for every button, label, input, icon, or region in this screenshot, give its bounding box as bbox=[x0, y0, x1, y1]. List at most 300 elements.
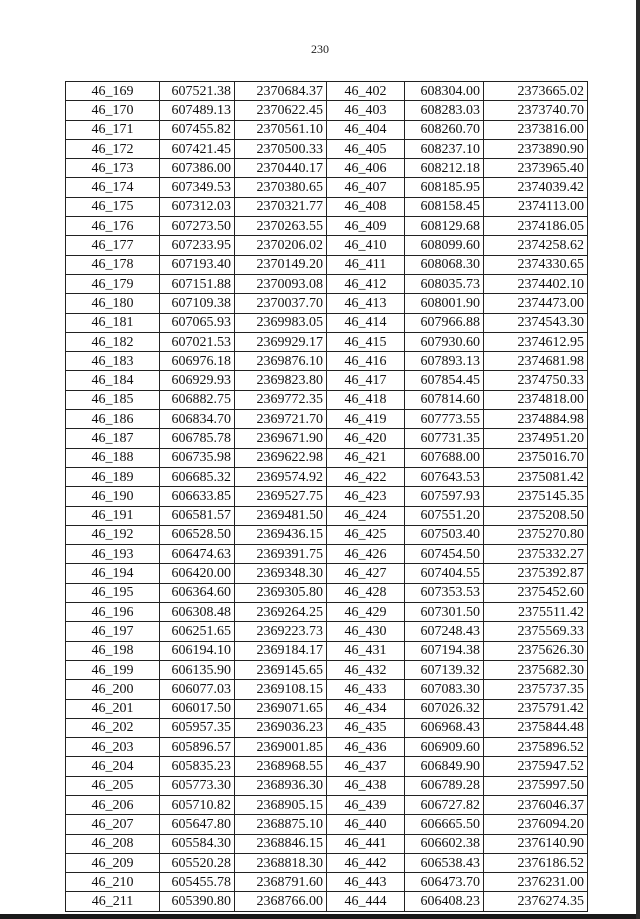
point-id-right: 46_421 bbox=[327, 448, 405, 467]
point-id-left: 46_178 bbox=[66, 255, 160, 274]
x-coordinate-left: 607151.88 bbox=[160, 274, 235, 293]
y-coordinate-right: 2374681.98 bbox=[484, 352, 588, 371]
y-coordinate-right: 2376046.37 bbox=[484, 795, 588, 814]
y-coordinate-right: 2375452.60 bbox=[484, 583, 588, 602]
x-coordinate-left: 605455.78 bbox=[160, 873, 235, 892]
point-id-left: 46_202 bbox=[66, 718, 160, 737]
table-row bbox=[66, 834, 588, 853]
table-row bbox=[66, 139, 588, 158]
y-coordinate-right: 2375145.35 bbox=[484, 487, 588, 506]
x-coordinate-left: 607065.93 bbox=[160, 313, 235, 332]
y-coordinate-left: 2369436.15 bbox=[235, 525, 327, 544]
table-row bbox=[66, 352, 588, 371]
table-row bbox=[66, 159, 588, 178]
x-coordinate-left: 606135.90 bbox=[160, 660, 235, 679]
y-coordinate-right: 2375511.42 bbox=[484, 603, 588, 622]
x-coordinate-left: 606474.63 bbox=[160, 545, 235, 564]
point-id-left: 46_172 bbox=[66, 139, 160, 158]
x-coordinate-right: 607026.32 bbox=[405, 699, 484, 718]
y-coordinate-left: 2370561.10 bbox=[235, 120, 327, 139]
y-coordinate-left: 2369145.65 bbox=[235, 660, 327, 679]
point-id-left: 46_198 bbox=[66, 641, 160, 660]
x-coordinate-left: 605835.23 bbox=[160, 757, 235, 776]
y-coordinate-left: 2370093.08 bbox=[235, 274, 327, 293]
point-id-left: 46_204 bbox=[66, 757, 160, 776]
point-id-left: 46_186 bbox=[66, 410, 160, 429]
x-coordinate-left: 607386.00 bbox=[160, 159, 235, 178]
y-coordinate-right: 2374402.10 bbox=[484, 274, 588, 293]
y-coordinate-left: 2369223.73 bbox=[235, 622, 327, 641]
table-row bbox=[66, 390, 588, 409]
point-id-left: 46_171 bbox=[66, 120, 160, 139]
y-coordinate-right: 2373816.00 bbox=[484, 120, 588, 139]
x-coordinate-left: 605520.28 bbox=[160, 853, 235, 872]
y-coordinate-left: 2369184.17 bbox=[235, 641, 327, 660]
x-coordinate-right: 606408.23 bbox=[405, 892, 484, 911]
point-id-left: 46_200 bbox=[66, 680, 160, 699]
point-id-right: 46_429 bbox=[327, 603, 405, 622]
y-coordinate-left: 2369823.80 bbox=[235, 371, 327, 390]
point-id-right: 46_433 bbox=[327, 680, 405, 699]
point-id-left: 46_194 bbox=[66, 564, 160, 583]
point-id-right: 46_431 bbox=[327, 641, 405, 660]
point-id-left: 46_184 bbox=[66, 371, 160, 390]
y-coordinate-left: 2369574.92 bbox=[235, 467, 327, 486]
y-coordinate-right: 2375569.33 bbox=[484, 622, 588, 641]
point-id-left: 46_180 bbox=[66, 294, 160, 313]
point-id-right: 46_408 bbox=[327, 197, 405, 216]
y-coordinate-left: 2369481.50 bbox=[235, 506, 327, 525]
table-row bbox=[66, 82, 588, 101]
x-coordinate-right: 607454.50 bbox=[405, 545, 484, 564]
point-id-left: 46_203 bbox=[66, 738, 160, 757]
x-coordinate-right: 607814.60 bbox=[405, 390, 484, 409]
point-id-right: 46_405 bbox=[327, 139, 405, 158]
y-coordinate-left: 2370321.77 bbox=[235, 197, 327, 216]
y-coordinate-right: 2374113.00 bbox=[484, 197, 588, 216]
y-coordinate-left: 2369305.80 bbox=[235, 583, 327, 602]
y-coordinate-right: 2375626.30 bbox=[484, 641, 588, 660]
point-id-left: 46_174 bbox=[66, 178, 160, 197]
point-id-right: 46_425 bbox=[327, 525, 405, 544]
y-coordinate-right: 2374750.33 bbox=[484, 371, 588, 390]
table-row bbox=[66, 101, 588, 120]
point-id-left: 46_177 bbox=[66, 236, 160, 255]
table-row bbox=[66, 467, 588, 486]
x-coordinate-right: 607353.53 bbox=[405, 583, 484, 602]
x-coordinate-left: 607021.53 bbox=[160, 332, 235, 351]
point-id-right: 46_428 bbox=[327, 583, 405, 602]
y-coordinate-left: 2369721.70 bbox=[235, 410, 327, 429]
y-coordinate-right: 2376186.52 bbox=[484, 853, 588, 872]
x-coordinate-left: 606633.85 bbox=[160, 487, 235, 506]
x-coordinate-right: 608212.18 bbox=[405, 159, 484, 178]
y-coordinate-right: 2374612.95 bbox=[484, 332, 588, 351]
point-id-left: 46_206 bbox=[66, 795, 160, 814]
y-coordinate-left: 2369071.65 bbox=[235, 699, 327, 718]
table-row bbox=[66, 429, 588, 448]
table-row bbox=[66, 699, 588, 718]
table-row bbox=[66, 680, 588, 699]
table-row bbox=[66, 313, 588, 332]
point-id-right: 46_440 bbox=[327, 815, 405, 834]
x-coordinate-left: 606308.48 bbox=[160, 603, 235, 622]
x-coordinate-right: 608001.90 bbox=[405, 294, 484, 313]
y-coordinate-right: 2375208.50 bbox=[484, 506, 588, 525]
y-coordinate-left: 2368766.00 bbox=[235, 892, 327, 911]
point-id-left: 46_205 bbox=[66, 776, 160, 795]
x-coordinate-right: 608237.10 bbox=[405, 139, 484, 158]
table-row bbox=[66, 255, 588, 274]
x-coordinate-right: 608035.73 bbox=[405, 274, 484, 293]
point-id-left: 46_187 bbox=[66, 429, 160, 448]
y-coordinate-right: 2373965.40 bbox=[484, 159, 588, 178]
x-coordinate-left: 605710.82 bbox=[160, 795, 235, 814]
x-coordinate-left: 607273.50 bbox=[160, 217, 235, 236]
scan-edge-right bbox=[636, 0, 640, 919]
y-coordinate-left: 2370622.45 bbox=[235, 101, 327, 120]
point-id-left: 46_193 bbox=[66, 545, 160, 564]
point-id-right: 46_411 bbox=[327, 255, 405, 274]
table-row bbox=[66, 371, 588, 390]
table-row bbox=[66, 487, 588, 506]
x-coordinate-left: 606077.03 bbox=[160, 680, 235, 699]
table-row bbox=[66, 603, 588, 622]
x-coordinate-right: 608260.70 bbox=[405, 120, 484, 139]
y-coordinate-right: 2375392.87 bbox=[484, 564, 588, 583]
point-id-left: 46_183 bbox=[66, 352, 160, 371]
point-id-right: 46_403 bbox=[327, 101, 405, 120]
y-coordinate-right: 2375682.30 bbox=[484, 660, 588, 679]
point-id-right: 46_415 bbox=[327, 332, 405, 351]
point-id-right: 46_438 bbox=[327, 776, 405, 795]
x-coordinate-right: 608304.00 bbox=[405, 82, 484, 101]
y-coordinate-right: 2375844.48 bbox=[484, 718, 588, 737]
y-coordinate-left: 2368846.15 bbox=[235, 834, 327, 853]
table-row bbox=[66, 120, 588, 139]
x-coordinate-right: 607854.45 bbox=[405, 371, 484, 390]
y-coordinate-left: 2369001.85 bbox=[235, 738, 327, 757]
y-coordinate-right: 2373890.90 bbox=[484, 139, 588, 158]
x-coordinate-left: 606420.00 bbox=[160, 564, 235, 583]
x-coordinate-right: 606849.90 bbox=[405, 757, 484, 776]
point-id-left: 46_211 bbox=[66, 892, 160, 911]
y-coordinate-right: 2373740.70 bbox=[484, 101, 588, 120]
table-row bbox=[66, 506, 588, 525]
table-row bbox=[66, 718, 588, 737]
point-id-right: 46_404 bbox=[327, 120, 405, 139]
x-coordinate-left: 607421.45 bbox=[160, 139, 235, 158]
x-coordinate-left: 606364.60 bbox=[160, 583, 235, 602]
point-id-right: 46_418 bbox=[327, 390, 405, 409]
coordinates-table-body bbox=[66, 82, 588, 912]
point-id-right: 46_439 bbox=[327, 795, 405, 814]
x-coordinate-left: 607193.40 bbox=[160, 255, 235, 274]
point-id-left: 46_196 bbox=[66, 603, 160, 622]
x-coordinate-left: 605773.30 bbox=[160, 776, 235, 795]
point-id-right: 46_414 bbox=[327, 313, 405, 332]
coordinates-table bbox=[65, 81, 588, 912]
point-id-left: 46_173 bbox=[66, 159, 160, 178]
y-coordinate-right: 2374543.30 bbox=[484, 313, 588, 332]
point-id-right: 46_442 bbox=[327, 853, 405, 872]
point-id-right: 46_441 bbox=[327, 834, 405, 853]
point-id-right: 46_419 bbox=[327, 410, 405, 429]
x-coordinate-right: 608283.03 bbox=[405, 101, 484, 120]
y-coordinate-left: 2370206.02 bbox=[235, 236, 327, 255]
x-coordinate-right: 606909.60 bbox=[405, 738, 484, 757]
y-coordinate-right: 2375896.52 bbox=[484, 738, 588, 757]
x-coordinate-right: 608068.30 bbox=[405, 255, 484, 274]
point-id-right: 46_412 bbox=[327, 274, 405, 293]
y-coordinate-left: 2370684.37 bbox=[235, 82, 327, 101]
table-row bbox=[66, 892, 588, 911]
y-coordinate-left: 2370263.55 bbox=[235, 217, 327, 236]
table-row bbox=[66, 217, 588, 236]
table-row bbox=[66, 178, 588, 197]
x-coordinate-left: 607349.53 bbox=[160, 178, 235, 197]
point-id-left: 46_192 bbox=[66, 525, 160, 544]
table-row bbox=[66, 853, 588, 872]
x-coordinate-left: 607312.03 bbox=[160, 197, 235, 216]
y-coordinate-right: 2375016.70 bbox=[484, 448, 588, 467]
point-id-right: 46_443 bbox=[327, 873, 405, 892]
y-coordinate-left: 2370380.65 bbox=[235, 178, 327, 197]
x-coordinate-left: 607109.38 bbox=[160, 294, 235, 313]
table-row bbox=[66, 815, 588, 834]
x-coordinate-left: 606581.57 bbox=[160, 506, 235, 525]
x-coordinate-right: 608129.68 bbox=[405, 217, 484, 236]
x-coordinate-left: 605584.30 bbox=[160, 834, 235, 853]
point-id-right: 46_410 bbox=[327, 236, 405, 255]
x-coordinate-right: 606602.38 bbox=[405, 834, 484, 853]
x-coordinate-left: 607455.82 bbox=[160, 120, 235, 139]
y-coordinate-right: 2374039.42 bbox=[484, 178, 588, 197]
point-id-left: 46_195 bbox=[66, 583, 160, 602]
table-row bbox=[66, 448, 588, 467]
y-coordinate-left: 2368968.55 bbox=[235, 757, 327, 776]
x-coordinate-left: 606882.75 bbox=[160, 390, 235, 409]
y-coordinate-right: 2375791.42 bbox=[484, 699, 588, 718]
y-coordinate-right: 2376140.90 bbox=[484, 834, 588, 853]
page-number: 230 bbox=[311, 42, 329, 56]
point-id-left: 46_185 bbox=[66, 390, 160, 409]
y-coordinate-left: 2369983.05 bbox=[235, 313, 327, 332]
x-coordinate-right: 606968.43 bbox=[405, 718, 484, 737]
x-coordinate-right: 606473.70 bbox=[405, 873, 484, 892]
x-coordinate-left: 606785.78 bbox=[160, 429, 235, 448]
y-coordinate-left: 2368818.30 bbox=[235, 853, 327, 872]
y-coordinate-right: 2375081.42 bbox=[484, 467, 588, 486]
table-row bbox=[66, 525, 588, 544]
point-id-left: 46_189 bbox=[66, 467, 160, 486]
x-coordinate-right: 607773.55 bbox=[405, 410, 484, 429]
point-id-right: 46_402 bbox=[327, 82, 405, 101]
table-row bbox=[66, 332, 588, 351]
x-coordinate-left: 606685.32 bbox=[160, 467, 235, 486]
x-coordinate-right: 607966.88 bbox=[405, 313, 484, 332]
y-coordinate-right: 2374884.98 bbox=[484, 410, 588, 429]
y-coordinate-left: 2368905.15 bbox=[235, 795, 327, 814]
y-coordinate-left: 2369391.75 bbox=[235, 545, 327, 564]
point-id-left: 46_208 bbox=[66, 834, 160, 853]
x-coordinate-right: 607930.60 bbox=[405, 332, 484, 351]
x-coordinate-right: 606538.43 bbox=[405, 853, 484, 872]
x-coordinate-left: 606976.18 bbox=[160, 352, 235, 371]
y-coordinate-left: 2369772.35 bbox=[235, 390, 327, 409]
point-id-right: 46_435 bbox=[327, 718, 405, 737]
y-coordinate-left: 2369348.30 bbox=[235, 564, 327, 583]
point-id-right: 46_416 bbox=[327, 352, 405, 371]
table-row bbox=[66, 583, 588, 602]
y-coordinate-right: 2375737.35 bbox=[484, 680, 588, 699]
table-row bbox=[66, 564, 588, 583]
y-coordinate-right: 2374951.20 bbox=[484, 429, 588, 448]
y-coordinate-left: 2369622.98 bbox=[235, 448, 327, 467]
x-coordinate-right: 606789.28 bbox=[405, 776, 484, 795]
point-id-left: 46_197 bbox=[66, 622, 160, 641]
point-id-right: 46_434 bbox=[327, 699, 405, 718]
point-id-left: 46_181 bbox=[66, 313, 160, 332]
x-coordinate-right: 607688.00 bbox=[405, 448, 484, 467]
point-id-right: 46_444 bbox=[327, 892, 405, 911]
y-coordinate-right: 2375332.27 bbox=[484, 545, 588, 564]
y-coordinate-right: 2374186.05 bbox=[484, 217, 588, 236]
point-id-right: 46_423 bbox=[327, 487, 405, 506]
point-id-left: 46_209 bbox=[66, 853, 160, 872]
x-coordinate-right: 607503.40 bbox=[405, 525, 484, 544]
table-row bbox=[66, 622, 588, 641]
x-coordinate-left: 606251.65 bbox=[160, 622, 235, 641]
table-row bbox=[66, 738, 588, 757]
point-id-left: 46_182 bbox=[66, 332, 160, 351]
x-coordinate-right: 608158.45 bbox=[405, 197, 484, 216]
y-coordinate-left: 2370440.17 bbox=[235, 159, 327, 178]
table-row bbox=[66, 545, 588, 564]
x-coordinate-left: 606017.50 bbox=[160, 699, 235, 718]
table-row bbox=[66, 641, 588, 660]
x-coordinate-right: 607893.13 bbox=[405, 352, 484, 371]
point-id-left: 46_191 bbox=[66, 506, 160, 525]
x-coordinate-right: 607551.20 bbox=[405, 506, 484, 525]
y-coordinate-right: 2376274.35 bbox=[484, 892, 588, 911]
point-id-right: 46_426 bbox=[327, 545, 405, 564]
point-id-left: 46_199 bbox=[66, 660, 160, 679]
point-id-right: 46_409 bbox=[327, 217, 405, 236]
point-id-left: 46_175 bbox=[66, 197, 160, 216]
point-id-left: 46_201 bbox=[66, 699, 160, 718]
y-coordinate-right: 2375997.50 bbox=[484, 776, 588, 795]
y-coordinate-right: 2376094.20 bbox=[484, 815, 588, 834]
x-coordinate-right: 607139.32 bbox=[405, 660, 484, 679]
y-coordinate-right: 2374258.62 bbox=[484, 236, 588, 255]
x-coordinate-right: 607404.55 bbox=[405, 564, 484, 583]
point-id-left: 46_207 bbox=[66, 815, 160, 834]
point-id-right: 46_436 bbox=[327, 738, 405, 757]
x-coordinate-right: 607643.53 bbox=[405, 467, 484, 486]
x-coordinate-left: 605390.80 bbox=[160, 892, 235, 911]
point-id-right: 46_437 bbox=[327, 757, 405, 776]
y-coordinate-left: 2370500.33 bbox=[235, 139, 327, 158]
point-id-right: 46_424 bbox=[327, 506, 405, 525]
y-coordinate-right: 2374330.65 bbox=[484, 255, 588, 274]
y-coordinate-left: 2369929.17 bbox=[235, 332, 327, 351]
x-coordinate-right: 607194.38 bbox=[405, 641, 484, 660]
point-id-left: 46_176 bbox=[66, 217, 160, 236]
y-coordinate-left: 2368875.10 bbox=[235, 815, 327, 834]
point-id-right: 46_407 bbox=[327, 178, 405, 197]
point-id-left: 46_190 bbox=[66, 487, 160, 506]
y-coordinate-left: 2368791.60 bbox=[235, 873, 327, 892]
y-coordinate-right: 2375947.52 bbox=[484, 757, 588, 776]
x-coordinate-right: 608185.95 bbox=[405, 178, 484, 197]
point-id-right: 46_422 bbox=[327, 467, 405, 486]
x-coordinate-right: 608099.60 bbox=[405, 236, 484, 255]
x-coordinate-left: 605957.35 bbox=[160, 718, 235, 737]
y-coordinate-left: 2369671.90 bbox=[235, 429, 327, 448]
x-coordinate-right: 607597.93 bbox=[405, 487, 484, 506]
point-id-right: 46_420 bbox=[327, 429, 405, 448]
y-coordinate-left: 2370037.70 bbox=[235, 294, 327, 313]
x-coordinate-left: 606194.10 bbox=[160, 641, 235, 660]
point-id-right: 46_432 bbox=[327, 660, 405, 679]
x-coordinate-left: 607233.95 bbox=[160, 236, 235, 255]
y-coordinate-left: 2369036.23 bbox=[235, 718, 327, 737]
table-row bbox=[66, 795, 588, 814]
point-id-left: 46_210 bbox=[66, 873, 160, 892]
x-coordinate-left: 606735.98 bbox=[160, 448, 235, 467]
x-coordinate-left: 605647.80 bbox=[160, 815, 235, 834]
y-coordinate-right: 2373665.02 bbox=[484, 82, 588, 101]
x-coordinate-right: 607731.35 bbox=[405, 429, 484, 448]
y-coordinate-right: 2374818.00 bbox=[484, 390, 588, 409]
y-coordinate-right: 2374473.00 bbox=[484, 294, 588, 313]
x-coordinate-left: 606528.50 bbox=[160, 525, 235, 544]
point-id-left: 46_188 bbox=[66, 448, 160, 467]
point-id-right: 46_430 bbox=[327, 622, 405, 641]
x-coordinate-right: 606665.50 bbox=[405, 815, 484, 834]
x-coordinate-right: 607248.43 bbox=[405, 622, 484, 641]
y-coordinate-left: 2369264.25 bbox=[235, 603, 327, 622]
y-coordinate-left: 2369108.15 bbox=[235, 680, 327, 699]
point-id-left: 46_170 bbox=[66, 101, 160, 120]
y-coordinate-left: 2369527.75 bbox=[235, 487, 327, 506]
y-coordinate-left: 2369876.10 bbox=[235, 352, 327, 371]
x-coordinate-right: 607083.30 bbox=[405, 680, 484, 699]
x-coordinate-left: 606834.70 bbox=[160, 410, 235, 429]
point-id-left: 46_169 bbox=[66, 82, 160, 101]
table-row bbox=[66, 197, 588, 216]
point-id-right: 46_406 bbox=[327, 159, 405, 178]
x-coordinate-left: 605896.57 bbox=[160, 738, 235, 757]
x-coordinate-left: 607521.38 bbox=[160, 82, 235, 101]
x-coordinate-right: 606727.82 bbox=[405, 795, 484, 814]
y-coordinate-left: 2370149.20 bbox=[235, 255, 327, 274]
table-row bbox=[66, 873, 588, 892]
y-coordinate-left: 2368936.30 bbox=[235, 776, 327, 795]
table-row bbox=[66, 294, 588, 313]
scan-edge-bottom bbox=[0, 914, 640, 919]
y-coordinate-right: 2376231.00 bbox=[484, 873, 588, 892]
table-row bbox=[66, 236, 588, 255]
table-row bbox=[66, 776, 588, 795]
y-coordinate-right: 2375270.80 bbox=[484, 525, 588, 544]
x-coordinate-left: 606929.93 bbox=[160, 371, 235, 390]
table-row bbox=[66, 757, 588, 776]
point-id-right: 46_427 bbox=[327, 564, 405, 583]
x-coordinate-right: 607301.50 bbox=[405, 603, 484, 622]
table-row bbox=[66, 274, 588, 293]
